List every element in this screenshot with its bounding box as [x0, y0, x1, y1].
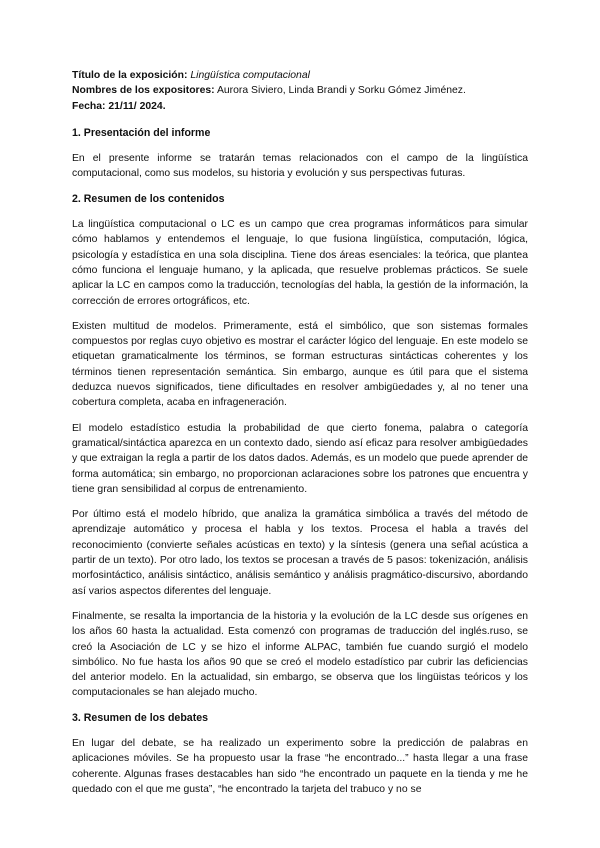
exhibition-title-line	[72, 68, 528, 83]
section-2-paragraph-2: Existen multitud de modelos. Primeramente, está el simbólico, que son sistemas formales compuestos por reglas cuyo objetivo es mostrar el carácter lógico del lenguaje. En este modelo se etiquetan gramaticalmente los términos, se forman estructuras sintácticas coherentes y los términos tienen representación semántica. Sin embargo, aunque es útil para que el sistema deduzca nuevos significados, tiene dificultades en resolver ambigüedades y, al no tener una cobertura completa, acaba en infrageneración.	[72, 320, 528, 409]
section-3-paragraph-1: En lugar del debate, se ha realizado un experimento sobre la predicción de palabras en aplicaciones móviles. Se ha propuesto usar la frase “he encontrado...” hasta llegar a una frase coherente. Algunas frases destacables han sido “he encontrado un paquete en la tienda y me he quedado con el que me gusta”, “he encontrado la tarjeta del trabuco y no se	[72, 737, 528, 795]
section-2-paragraph-1: La lingüística computacional o LC es un campo que crea programas informáticos para simular cómo hablamos y entendemos el lenguaje, lo que fusiona lingüística, computación, lógica, psicología y estadística en una sola disciplina. Tiene dos áreas esenciales: la teórica, que plantea cómo funciona el lenguaje humano, y la aplicada, que resuelve problemas prácticos. Se suele aplicar la LC en campos como la traducción, tecnologías del habla, la gestión de la información, la corrección de errores ortográficos, etc.	[72, 219, 528, 307]
section-3-heading: 3. Resumen de los debates	[72, 711, 209, 724]
document-body	[72, 68, 528, 797]
presenters-label: Nombres de los expositores:	[72, 85, 215, 97]
section-2-paragraph-4: Por último está el modelo híbrido, que analiza la gramática simbólica a través del método de aprendizaje automático y procesa el habla y los textos. Procesa el habla a través del reconocimiento (convierte señales acústicas en texto) y la síntesis (genera una señal acústica a partir de un texto). Por otro lado, los textos se procesan a través de 5 pasos: tokenización, análisis morfosintáctico, análisis sintáctico, análisis semántico y análisis pragmático-discursivo, abordando así varios aspectos diferentes del lenguaje.	[72, 509, 528, 597]
section-2-paragraph-5: Finalmente, se resalta la importancia de la historia y la evolución de la LC desde sus orígenes en los años 60 hasta la actualidad. Esta comenzó con programas de traducción del inglés.ruso, se creó la Asociación de LC y se hizo el informe ALPAC, también fue cuando surgió el modelo simbólico. No fue hasta los años 90 que se creó el modelo estadístico par cubrir las deficiencias del anterior modelo. En la actualidad, sin embargo, se observa que los lingüistas teóricos y los computacionales se han alejado mucho.	[72, 610, 528, 699]
exhibition-title-label: Título de la exposición:	[72, 70, 188, 81]
section-2-paragraph-3: El modelo estadístico estudia la probabilidad de que cierto fonema, palabra o categoría gramatical/sintáctica aparezca en un contexto dado, siendo así eficaz para resolver ambigüedades y que extraigan la regla a partir de los datos dados. Además, es un modelo que puede aprender de forma automática; sin embargo, no proporcionan aclaraciones sobre los patrones que encuentra y tiene gran sensibilidad al corpus de entrenamiento.	[72, 422, 528, 495]
presenters-line	[72, 83, 528, 98]
exhibition-title-value: Lingüística computacional	[190, 70, 310, 81]
section-2-heading: 2. Resumen de los contenidos	[72, 192, 225, 205]
section-1-heading: 1. Presentación del informe	[72, 126, 211, 139]
presenters-value: Aurora Siviero, Linda Brandi y Sorku Gómez Jiménez.	[216, 85, 466, 97]
date-line: Fecha: 21/11/ 2024.	[72, 100, 166, 112]
section-1-paragraph-1: En el presente informe se tratarán temas relacionados con el campo de la lingüística computacional, como sus modelos, su historia y evolución y sus perspectivas futuras.	[72, 153, 528, 180]
